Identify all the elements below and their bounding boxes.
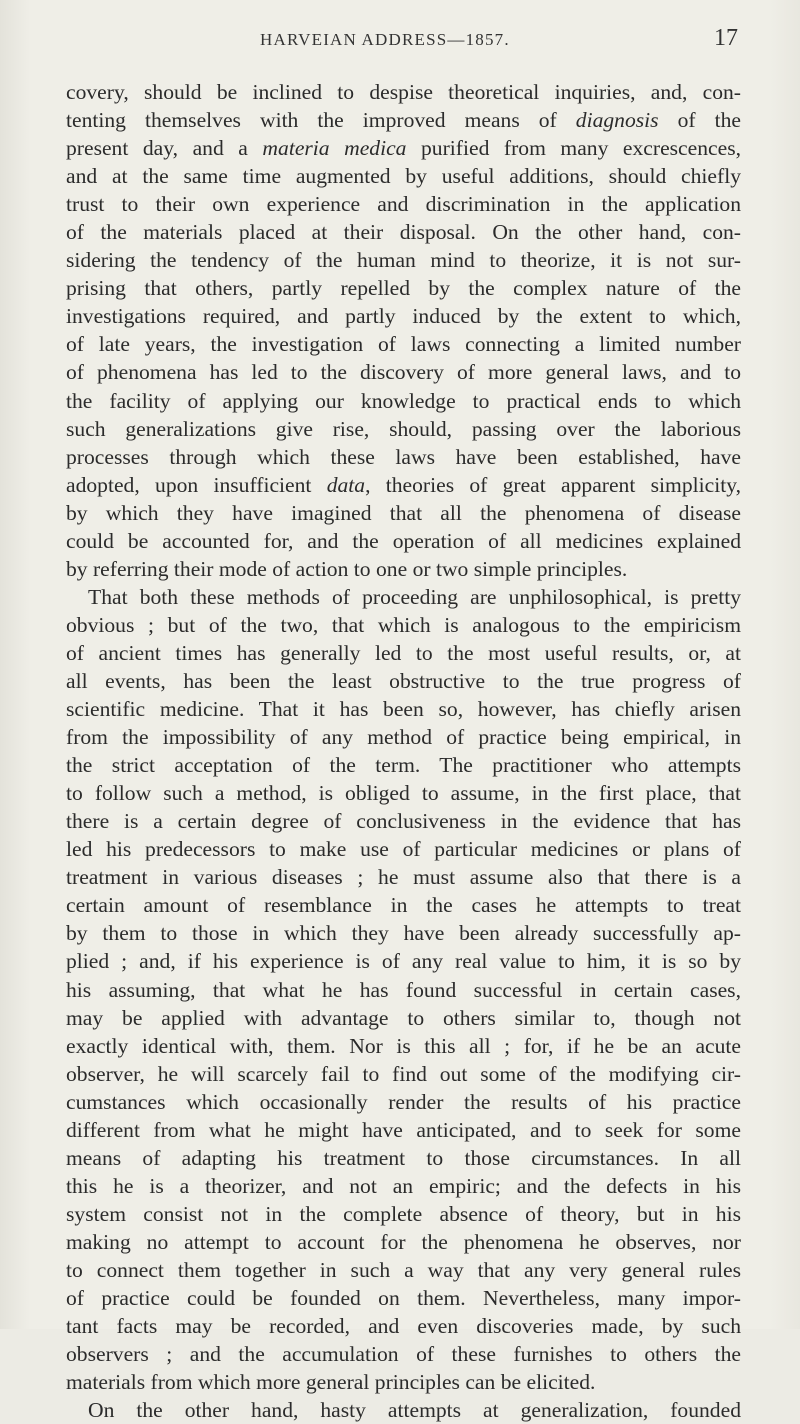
text-line <box>66 667 741 695</box>
text-line <box>66 1284 741 1312</box>
text-line <box>66 947 741 975</box>
text-line <box>66 1200 741 1228</box>
text-segment: tant facts may be recorded, and even discoveries made, by such <box>66 1314 741 1339</box>
text-line <box>66 1060 741 1088</box>
text-line <box>66 779 741 807</box>
text-line <box>66 1340 741 1368</box>
text-line <box>66 1116 741 1144</box>
text-segment: of phenomena has led to the discovery of more general laws, and to <box>66 360 741 385</box>
text-segment: present day, and a <box>66 136 263 161</box>
text-segment: obvious ; but of the two, that which is analogous to the empiricism <box>66 612 741 637</box>
text-segment: means of adapting his treatment to those circumstances. In all <box>66 1145 741 1170</box>
text-line <box>66 1396 741 1424</box>
text-line <box>66 1004 741 1032</box>
page-header <box>0 22 800 56</box>
text-segment: such generalizations give rise, should, passing over the laborious <box>66 416 741 441</box>
text-segment: observer, he will scarcely fail to find out some of the modifying cir- <box>66 1061 741 1086</box>
text-segment: of the <box>658 108 741 133</box>
text-segment: system consist not in the complete absence of theory, but in his <box>66 1201 741 1226</box>
text-segment: his assuming, that what he has found successful in certain cases, <box>66 977 741 1002</box>
text-line <box>66 78 741 106</box>
text-line <box>66 863 741 891</box>
text-segment: of ancient times has generally led to the most useful results, or, at <box>66 640 741 665</box>
text-line <box>66 134 741 162</box>
text-segment: this he is a theorizer, and not an empiric; and the defects in his <box>66 1173 741 1198</box>
text-segment: plied ; and, if his experience is of any real value to him, it is so by <box>66 949 741 974</box>
text-line <box>66 611 741 639</box>
italic-term: data <box>326 472 366 497</box>
body-text <box>66 78 741 1424</box>
text-line <box>66 443 741 471</box>
text-line <box>66 106 741 134</box>
text-line <box>66 358 741 386</box>
text-segment: from the impossibility of any method of practice being empirical, in <box>66 725 741 750</box>
text-segment: could be accounted for, and the operation of all medicines explained <box>66 528 741 553</box>
text-line <box>66 1256 741 1284</box>
text-segment: and at the same time augmented by useful additions, should chiefly <box>66 164 741 189</box>
text-line <box>66 835 741 863</box>
text-segment: by referring their mode of action to one or two simple principles. <box>66 556 628 581</box>
italic-term: diagnosis <box>575 108 659 133</box>
text-segment: by them to those in which they have been already successfully ap- <box>66 921 741 946</box>
text-segment: materials from which more general principles can be elicited. <box>66 1370 596 1395</box>
text-segment: sidering the tendency of the human mind to theorize, it is not sur- <box>66 248 741 273</box>
text-segment: making no attempt to account for the phenomena he observes, nor <box>66 1229 741 1254</box>
text-line <box>66 1312 741 1340</box>
text-segment: all events, has been the least obstructive to the true progress of <box>66 668 741 693</box>
running-head: HARVEIAN ADDRESS—1857. <box>260 30 510 49</box>
text-segment: to follow such a method, is obliged to assume, in the first place, that <box>66 781 741 806</box>
text-line <box>66 1172 741 1200</box>
text-line <box>66 499 741 527</box>
text-line <box>66 246 741 274</box>
text-segment: the strict acceptation of the term. The practitioner who attempts <box>66 753 741 778</box>
text-segment: cumstances which occasionally render the results of his practice <box>66 1089 741 1114</box>
text-line <box>66 302 741 330</box>
text-segment: certain amount of resemblance in the cases he attempts to treat <box>66 893 741 918</box>
text-segment: purified from many excrescences, <box>406 136 741 161</box>
text-segment: may be applied with advantage to others similar to, though not <box>66 1005 741 1030</box>
text-segment: of late years, the investigation of laws connecting a limited number <box>66 332 741 357</box>
text-segment: investigations required, and partly induced by the extent to which, <box>66 304 741 329</box>
text-segment: prising that others, partly repelled by the complex nature of the <box>66 276 741 301</box>
text-segment: the facility of applying our knowledge to practical ends to which <box>66 388 741 413</box>
text-segment: there is a certain degree of conclusiveness in the evidence that has <box>66 809 741 834</box>
text-line <box>66 415 741 443</box>
text-line <box>66 1032 741 1060</box>
text-line <box>66 555 741 583</box>
text-segment: observers ; and the accumulation of these furnishes to others the <box>66 1342 741 1367</box>
text-line <box>66 919 741 947</box>
text-line <box>66 639 741 667</box>
text-segment: of the materials placed at their disposal. On the other hand, con- <box>66 220 741 245</box>
text-line <box>66 1144 741 1172</box>
text-segment: treatment in various diseases ; he must assume also that there is a <box>66 865 741 890</box>
page-number: 17 <box>714 25 738 51</box>
text-line <box>66 330 741 358</box>
text-segment: of practice could be founded on them. Nevertheless, many impor- <box>66 1286 741 1311</box>
text-line <box>66 471 741 499</box>
text-line <box>66 387 741 415</box>
text-segment: , theories of great apparent simplicity, <box>365 472 741 497</box>
italic-term: materia medica <box>262 136 407 161</box>
text-line <box>66 723 741 751</box>
text-line <box>66 751 741 779</box>
text-line <box>66 807 741 835</box>
text-line <box>66 1368 741 1396</box>
text-line <box>66 1088 741 1116</box>
text-segment: covery, should be inclined to despise theoretical inquiries, and, con- <box>66 80 741 104</box>
text-segment: On the other hand, hasty attempts at generalization, founded <box>88 1398 741 1423</box>
text-line <box>66 1228 741 1256</box>
text-segment: processes through which these laws have been established, have <box>66 444 741 469</box>
text-line <box>66 162 741 190</box>
text-segment: by which they have imagined that all the phenomena of disease <box>66 500 741 525</box>
text-line <box>66 891 741 919</box>
text-segment: to connect them together in such a way that any very general rules <box>66 1257 741 1282</box>
text-line <box>66 583 741 611</box>
text-segment: led his predecessors to make use of particular medicines or plans of <box>66 837 741 862</box>
text-segment: trust to their own experience and discrimination in the application <box>66 192 741 217</box>
text-segment: tenting themselves with the improved means of <box>66 108 576 133</box>
text-line <box>66 695 741 723</box>
text-segment: different from what he might have anticipated, and to seek for some <box>66 1117 741 1142</box>
text-line <box>66 190 741 218</box>
text-line <box>66 218 741 246</box>
text-segment: scientific medicine. That it has been so, however, has chiefly arisen <box>66 697 741 722</box>
text-segment: adopted, upon insufficient <box>66 472 327 497</box>
text-line <box>66 527 741 555</box>
text-line <box>66 274 741 302</box>
text-segment: exactly identical with, them. Nor is this all ; for, if he be an acute <box>66 1033 741 1058</box>
text-line <box>66 976 741 1004</box>
text-segment: That both these methods of proceeding are unphilosophical, is pretty <box>88 584 741 609</box>
